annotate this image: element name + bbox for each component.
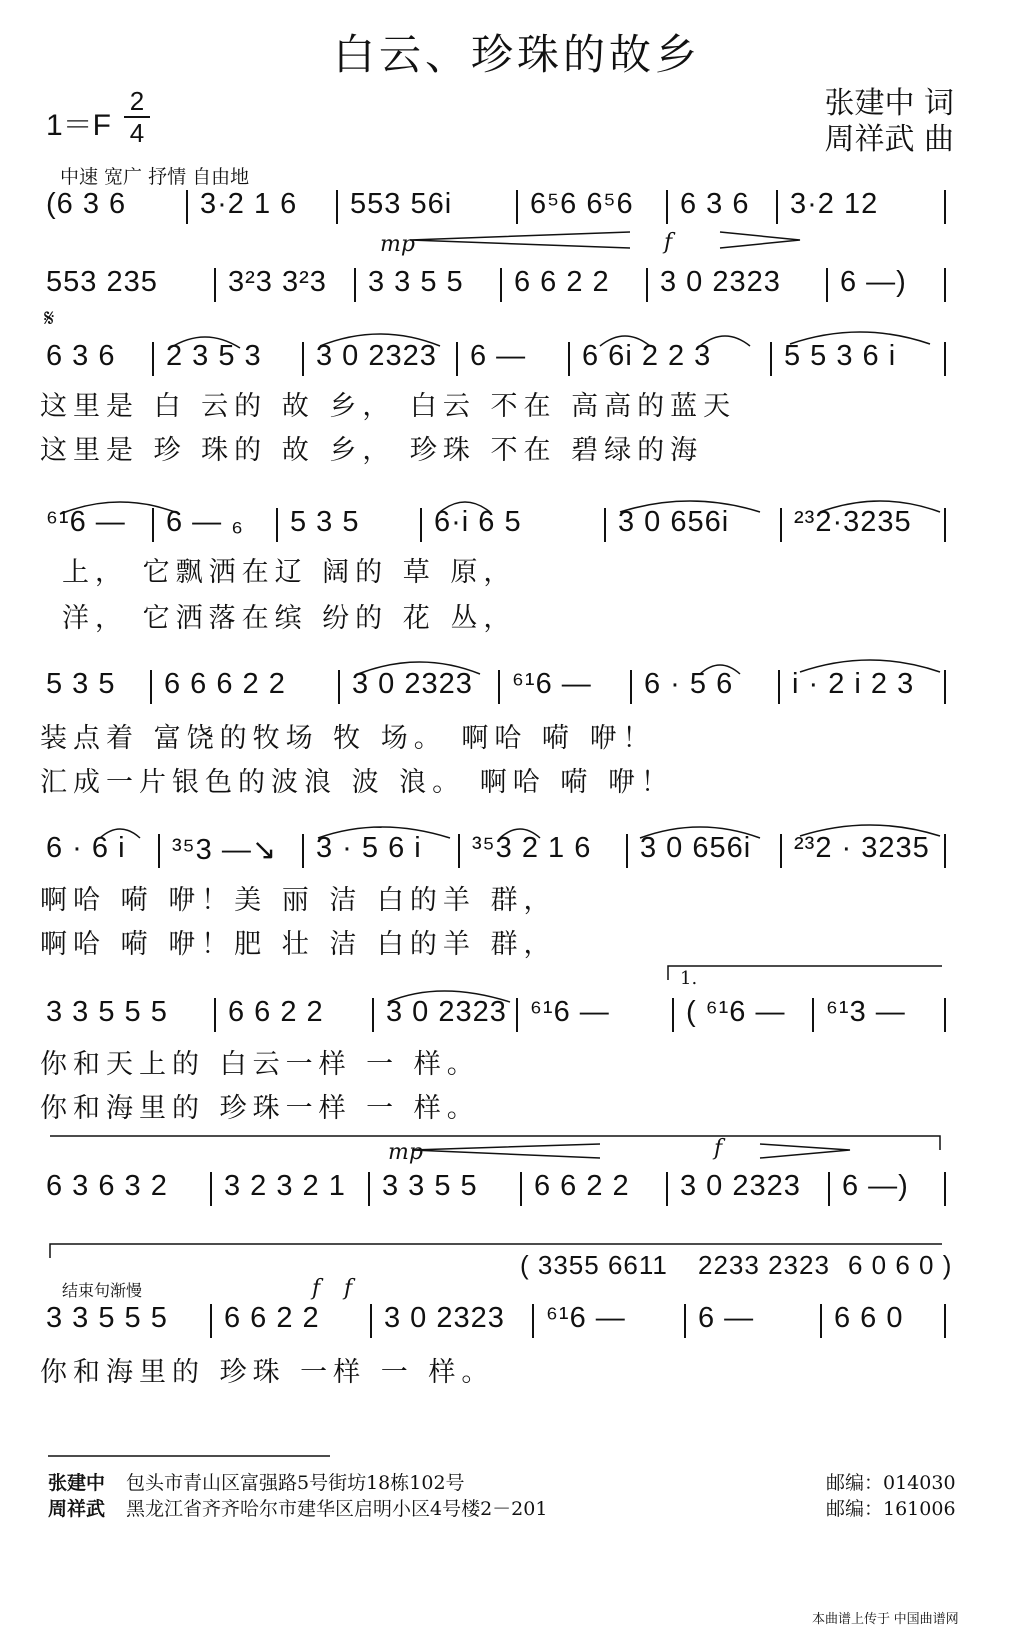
footer-name-2: 周祥武 [48, 1498, 106, 1520]
notation-row9-measure3: 3 0 2323 [384, 1302, 505, 1334]
time-signature-bottom: 4 [129, 118, 145, 148]
notation-row1-measure5: 6 3 6 [680, 188, 750, 220]
notation-row5-measure5: 6 · 5 6 [644, 668, 734, 700]
dynamic-f-2: f [714, 1136, 723, 1161]
notation-row4-measure4: 6·i 6 5 [434, 506, 522, 538]
notation-row4-measure2: 6 — ₆ [166, 506, 244, 538]
notation-row1-measure3: 553 56i [350, 188, 453, 220]
notation-row9-measure1: 3 3 5 5 5 [46, 1302, 168, 1334]
notation-row2-measure4: 6 6 2 2 [514, 266, 610, 298]
notation-row1-measure1: (6 3 6 [46, 188, 127, 220]
lyric-row9: 你和海里的 珍珠 一样 一 样。 [40, 1357, 495, 1388]
lyric-row5-verse1: 装点着 富饶的牧场 牧 场。 啊哈 嗬 咿！ [40, 723, 656, 754]
notation-row2-measure2: 3²3 3²3 [228, 266, 327, 298]
notation-row5-measure1: 5 3 5 [46, 668, 116, 700]
lyric-row3-verse1: 这里是 白 云的 故 乡， 白云 不在 高高的蓝天 [40, 391, 737, 422]
crescendo-hairpin [410, 232, 630, 248]
notation-row5-measure4: ⁶¹6 — [512, 668, 592, 700]
notation-row6-measure3: 3 · 5 6 i [316, 832, 422, 864]
lyric-row6-verse2: 啊哈 嗬 咿！肥 壮 洁 白的羊 群， [40, 929, 557, 960]
notation-row8-measure3: 3 3 5 5 [382, 1170, 478, 1202]
notation-row1-measure4: 6⁵6 6⁵6 [530, 188, 634, 220]
notation-row7-measure5: ( ⁶¹6 — [686, 996, 786, 1028]
notation-row6-measure4: ³⁵3 2 1 6 [472, 832, 592, 864]
notation-row3-measure5: 6 6i 2 2 3 [582, 340, 712, 372]
lyric-row6-verse1: 啊哈 嗬 咿！美 丽 洁 白的羊 群， [40, 885, 557, 916]
lyric-row3-verse2: 这里是 珍 珠的 故 乡， 珍珠 不在 碧绿的海 [40, 435, 704, 466]
notation-row2-measure5: 3 0 2323 [660, 266, 781, 298]
notation-row6-measure1: 6 · 6 i [46, 832, 126, 864]
coda-intro-2: 2233 2323 [698, 1250, 830, 1280]
lyric-row4-verse1: 上， 它飘洒在辽 阔的 草 原， [62, 557, 517, 588]
notation-row2-measure6: 6 —) [840, 266, 907, 298]
tempo-marking: 中速 宽广 抒情 自由地 [60, 166, 250, 188]
lyric-row4-verse2: 洋， 它洒落在缤 纷的 花 丛， [62, 603, 517, 634]
notation-row1-measure6: 3·2 12 [790, 188, 879, 220]
composer-credit: 周祥武 曲 [824, 122, 954, 157]
notation-row7-measure3: 3 0 2323 [386, 996, 507, 1028]
notation-row7-measure4: ⁶¹6 — [530, 996, 610, 1028]
dynamic-f-3: f [312, 1276, 321, 1301]
notation-row8-measure5: 3 0 2323 [680, 1170, 801, 1202]
lyric-row7-verse2: 你和海里的 珍珠一样 一 样。 [40, 1093, 480, 1124]
notation-row3-measure1: 6 3 6 [46, 340, 116, 372]
notation-row4-measure5: 3 0 656i [618, 506, 730, 538]
notation-row7-measure1: 3 3 5 5 5 [46, 996, 168, 1028]
lyric-row7-verse1: 你和天上的 白云一样 一 样。 [40, 1049, 480, 1080]
notation-row8-measure6: 6 —) [842, 1170, 909, 1202]
notation-row4-measure3: 5 3 5 [290, 506, 360, 538]
ending-marking: 结束句渐慢 [62, 1281, 143, 1300]
notation-row4-measure1: ⁶¹6 — [46, 506, 126, 538]
dynamic-mp: mp [380, 232, 415, 257]
dynamic-f: f [664, 230, 673, 255]
lyric-row5-verse2: 汇成一片银色的波浪 波 浪。 啊哈 嗬 咿！ [40, 767, 674, 798]
notation-row3-measure2: 2 3 5 3 [166, 340, 262, 372]
volta-bracket [668, 966, 942, 980]
notation-row7-measure6: ⁶¹3 — [826, 996, 906, 1028]
notation-row6-measure2: ³⁵3 —↘ [172, 834, 278, 866]
footer-postcode-1: 邮编：014030 [826, 1472, 956, 1494]
notation-row3-measure3: 3 0 2323 [316, 340, 437, 372]
notation-row6-measure6: ²³2 · 3235 [794, 832, 930, 864]
notation-row3-measure4: 6 — [470, 340, 527, 372]
notation-row9-measure2: 6 6 2 2 [224, 1302, 320, 1334]
notation-row9-measure4: ⁶¹6 — [546, 1302, 626, 1334]
coda-bracket [50, 1244, 942, 1258]
volta-label: 1. [680, 968, 698, 989]
footer-address-2: 黑龙江省齐齐哈尔市建华区启明小区4号楼2－201 [126, 1498, 548, 1520]
coda-intro-1: ( 3355 6611 [520, 1250, 668, 1280]
footer-postcode-2: 邮编：161006 [826, 1498, 956, 1520]
crescendo-hairpin-2 [412, 1144, 600, 1158]
notation-row2-measure3: 3 3 5 5 [368, 266, 464, 298]
footer-name-1: 张建中 [48, 1472, 106, 1494]
notation-row1-measure2: 3·2 1 6 [200, 188, 298, 220]
key-signature: 1＝F [46, 109, 112, 142]
notation-row8-measure1: 6 3 6 3 2 [46, 1170, 168, 1202]
notation-row5-measure6: i · 2 i 2 3 [792, 668, 915, 700]
watermark: 本曲谱上传于 中国曲谱网 [812, 1611, 959, 1626]
notation-row9-measure5: 6 — [698, 1302, 755, 1334]
notation-row8-measure2: 3 2 3 2 1 [224, 1170, 346, 1202]
notation-row5-measure3: 3 0 2323 [352, 668, 473, 700]
dynamic-mp-2: mp [388, 1140, 423, 1165]
notation-row2-measure1: 553 235 [46, 266, 158, 298]
decrescendo-hairpin-2 [760, 1144, 850, 1158]
notation-row3-measure6: 5 5 3 6 i [784, 340, 897, 372]
notation-row6-measure5: 3 0 656i [640, 832, 752, 864]
footer-address-1: 包头市青山区富强路5号街坊18栋102号 [126, 1472, 465, 1494]
notation-row8-measure4: 6 6 2 2 [534, 1170, 630, 1202]
notation-row5-measure2: 6 6 6 2 2 [164, 668, 286, 700]
notation-row7-measure2: 6 6 2 2 [228, 996, 324, 1028]
notation-row9-measure6: 6 6 0 [834, 1302, 904, 1334]
coda-intro-3: 6 0 6 0 ) [848, 1250, 953, 1280]
lyricist-credit: 张建中 词 [824, 86, 954, 121]
segno-sign: 𝄋 [44, 304, 55, 332]
notation-row4-measure6: ²³2·3235 [794, 506, 912, 538]
decrescendo-hairpin [720, 232, 800, 248]
page-title: 白云、珍珠的故乡 [332, 30, 701, 79]
time-signature-top: 2 [129, 86, 145, 116]
dynamic-f-4: f [344, 1276, 353, 1301]
